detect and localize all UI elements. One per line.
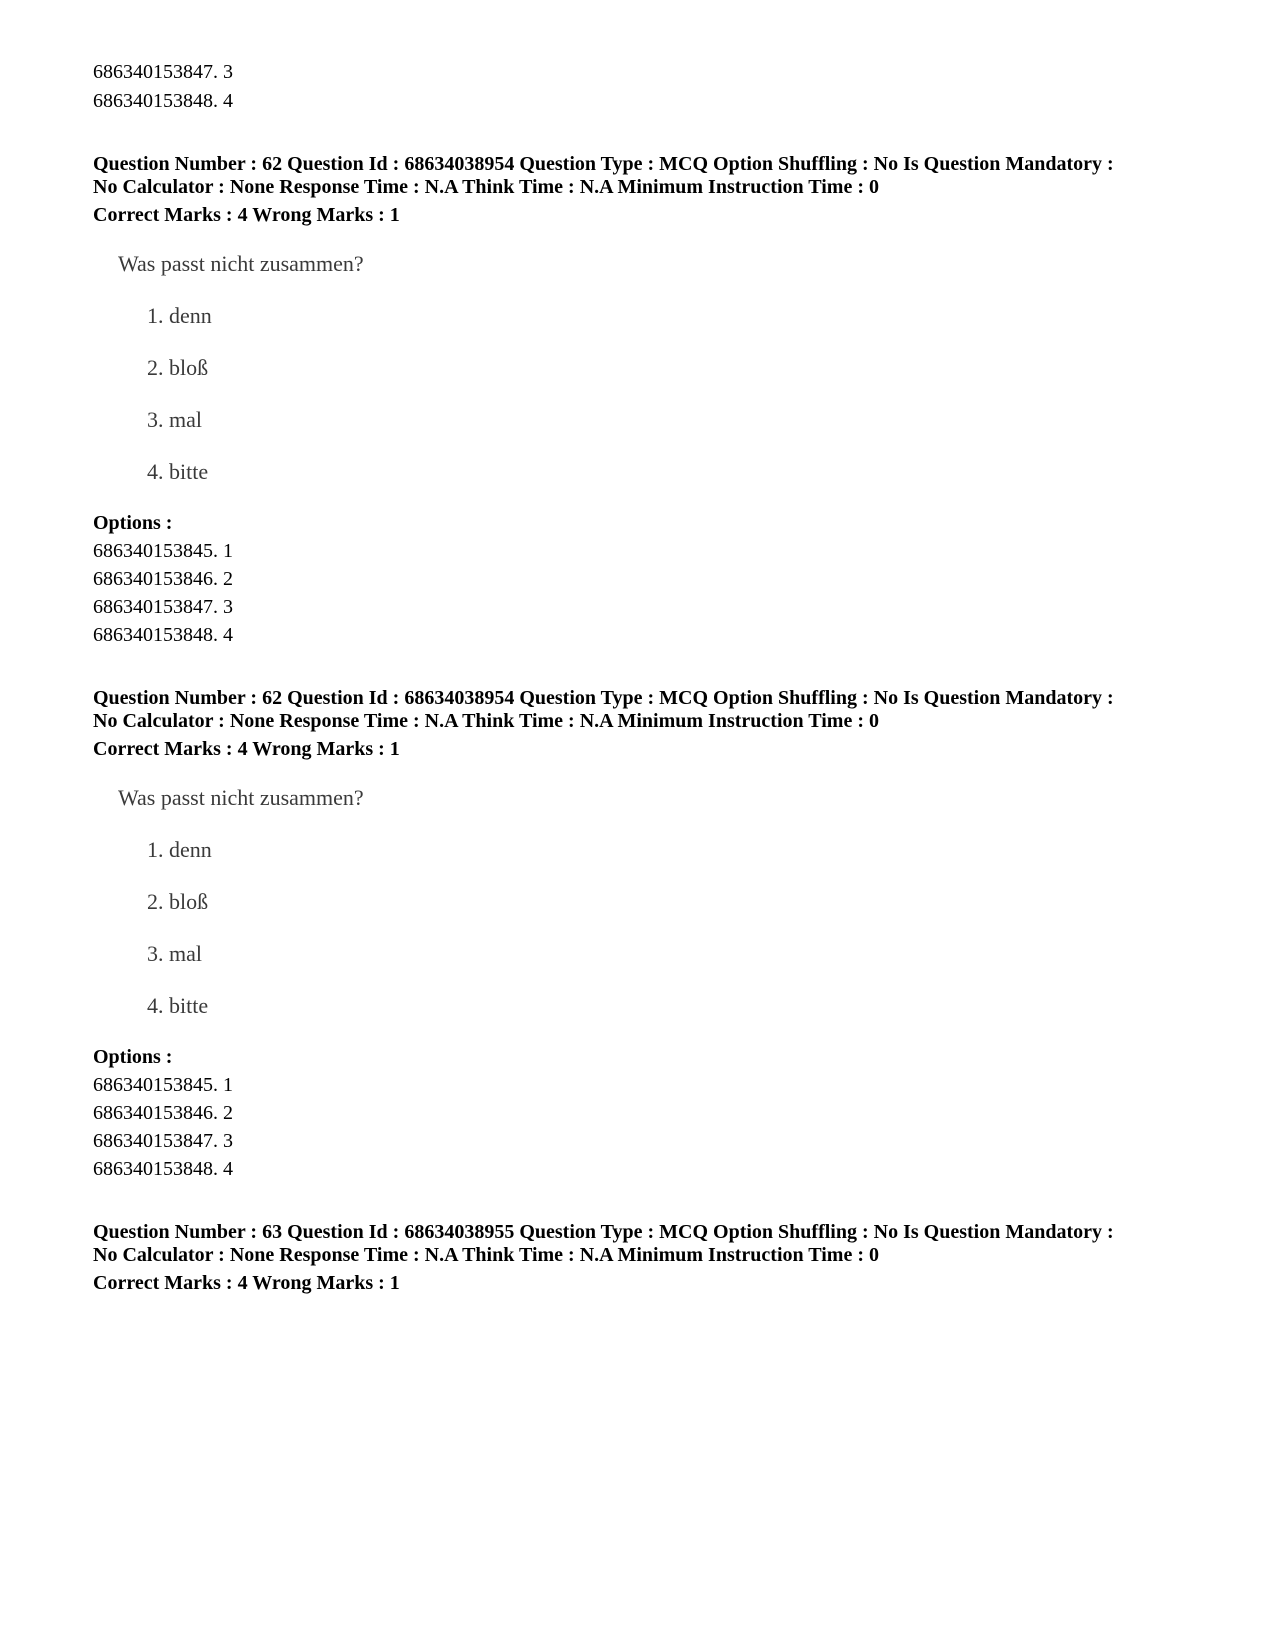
question-marks: Correct Marks : 4 Wrong Marks : 1 <box>93 204 400 226</box>
question-meta-line-1: Question Number : 62 Question Id : 68634038954 Question Type : MCQ Option Shuffling : No Is Question Mandatory : <box>93 153 1114 175</box>
question-meta-line-1: Question Number : 63 Question Id : 68634038955 Question Type : MCQ Option Shuffling : No Is Question Mandatory : <box>93 1221 1114 1243</box>
question-choice: 2. bloß <box>147 889 209 914</box>
question-image <box>110 250 410 520</box>
question-image <box>110 784 410 1054</box>
question-choice: 1. denn <box>147 303 212 328</box>
question-choice: 4. bitte <box>147 459 209 484</box>
question-choice: 3. mal <box>147 407 202 432</box>
option-line: 686340153846. 2 <box>93 568 233 590</box>
question-choice: 3. mal <box>147 941 202 966</box>
question-meta-line-1: Question Number : 62 Question Id : 68634038954 Question Type : MCQ Option Shuffling : No Is Question Mandatory : <box>93 687 1114 709</box>
option-line: 686340153846. 2 <box>93 1102 233 1124</box>
options-label: Options : <box>93 1046 173 1068</box>
option-line: 686340153847. 3 <box>93 61 233 83</box>
option-line: 686340153847. 3 <box>93 596 233 618</box>
option-line: 686340153845. 1 <box>93 540 233 562</box>
question-marks: Correct Marks : 4 Wrong Marks : 1 <box>93 738 400 760</box>
options-label: Options : <box>93 512 173 534</box>
question-meta-line-2: No Calculator : None Response Time : N.A Think Time : N.A Minimum Instruction Time : 0 <box>93 710 879 732</box>
question-prompt: Was passt nicht zusammen? <box>118 251 364 276</box>
question-meta-line-2: No Calculator : None Response Time : N.A Think Time : N.A Minimum Instruction Time : 0 <box>93 176 879 198</box>
option-line: 686340153845. 1 <box>93 1074 233 1096</box>
question-choice: 4. bitte <box>147 993 209 1018</box>
question-prompt: Was passt nicht zusammen? <box>118 785 364 810</box>
option-line: 686340153848. 4 <box>93 1158 233 1180</box>
option-line: 686340153848. 4 <box>93 624 233 646</box>
question-marks: Correct Marks : 4 Wrong Marks : 1 <box>93 1272 400 1294</box>
question-choice: 1. denn <box>147 837 212 862</box>
option-line: 686340153848. 4 <box>93 90 233 112</box>
option-line: 686340153847. 3 <box>93 1130 233 1152</box>
question-meta-line-2: No Calculator : None Response Time : N.A Think Time : N.A Minimum Instruction Time : 0 <box>93 1244 879 1266</box>
question-choice: 2. bloß <box>147 355 209 380</box>
